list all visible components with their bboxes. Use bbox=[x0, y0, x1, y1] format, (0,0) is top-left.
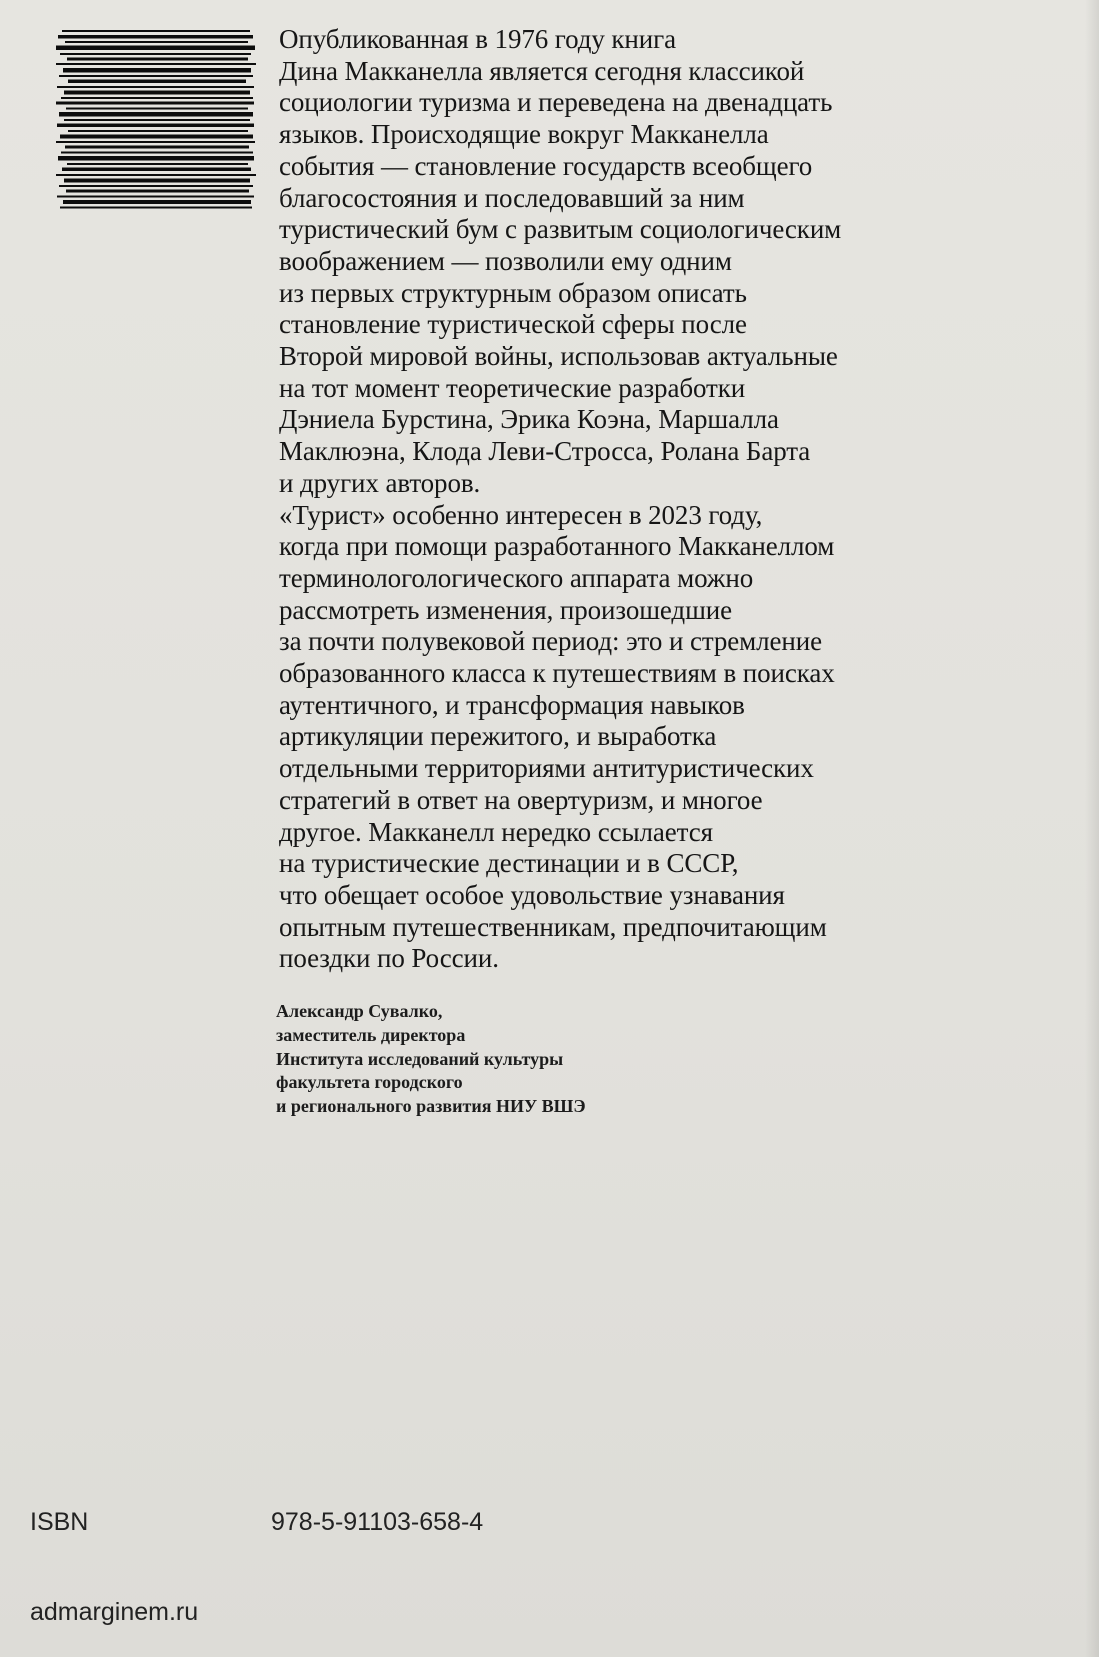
blurb-line: социологии туризма и переведена на двенадцать bbox=[279, 87, 833, 118]
blurb-line: когда при помощи разработанного Макканеллом bbox=[279, 531, 835, 562]
blurb-line: из первых структурным образом описать bbox=[279, 277, 747, 308]
blurb-line: события — становление государств всеобщего bbox=[279, 150, 813, 181]
attribution-line: и регионального развития НИУ ВШЭ bbox=[276, 1096, 586, 1117]
cover-edge-shadow bbox=[1085, 0, 1099, 1657]
blurb-line: отдельными территориями антитуристических bbox=[279, 753, 814, 784]
attribution-name: Александр Сувалко, bbox=[276, 1001, 443, 1021]
publisher-website: admarginem.ru bbox=[30, 1598, 199, 1626]
blurb-line: опытным путешественникам, предпочитающим bbox=[279, 911, 827, 942]
barcode-svg bbox=[56, 30, 257, 210]
isbn-label: ISBN bbox=[30, 1508, 89, 1536]
author-attribution bbox=[276, 1000, 796, 1119]
blurb-line: Маклюэна, Клода Леви-Стросса, Ролана Барта bbox=[279, 436, 811, 467]
isbn-number: 978-5-91103-658-4 bbox=[271, 1508, 484, 1536]
blurb-line: Дэниела Бурстина, Эрика Коэна, Маршалла bbox=[279, 404, 779, 435]
blurb-line: и других авторов. bbox=[279, 467, 481, 498]
attribution-line: заместитель директора bbox=[276, 1024, 466, 1045]
blurb-line: на туристические дестинации и в СССР, bbox=[279, 848, 739, 879]
blurb-line: благосостояния и последовавший за ним bbox=[279, 182, 745, 213]
blurb-line: образованного класса к путешествиям в поисках bbox=[279, 658, 835, 689]
blurb-line: туристический бум с развитым социологическим bbox=[279, 214, 842, 245]
blurb-line: Опубликованная в 1976 году книга bbox=[279, 24, 676, 54]
blurb-line: стратегий в ответ на овертуризм, и многое bbox=[279, 784, 763, 815]
blurb-line: «Турист» особенно интересен в 2023 году, bbox=[279, 499, 763, 530]
attribution-line: Института исследований культуры bbox=[276, 1048, 564, 1069]
blurb-line: становление туристической сферы после bbox=[279, 309, 747, 340]
attribution-line: факультета городского bbox=[276, 1072, 463, 1093]
blurb-line: Второй мировой войны, использовав актуальные bbox=[279, 341, 838, 372]
barcode-graphic bbox=[56, 30, 257, 210]
blurb-line: за почти полувековой период: это и стремление bbox=[279, 626, 822, 657]
blurb-line: воображением — позволили ему одним bbox=[279, 245, 732, 276]
barcode-bars bbox=[56, 30, 256, 209]
blurb-line: терминологологического аппарата можно bbox=[279, 562, 754, 593]
blurb-line: поездки по России. bbox=[279, 943, 499, 974]
blurb-line: на тот момент теоретические разработки bbox=[279, 372, 746, 403]
blurb-text bbox=[279, 24, 969, 975]
blurb-line: рассмотреть изменения, произошедшие bbox=[279, 594, 732, 625]
blurb-line: языков. Происходящие вокруг Макканелла bbox=[279, 119, 769, 150]
blurb-line: что обещает особое удовольствие узнавания bbox=[279, 879, 785, 910]
blurb-line: Дина Макканелла является сегодня классикой bbox=[279, 55, 805, 86]
blurb-line: артикуляции пережитого, и выработка bbox=[279, 721, 717, 752]
blurb-line: аутентичного, и трансформация навыков bbox=[279, 689, 745, 720]
blurb-line: другое. Макканелл нередко ссылается bbox=[279, 816, 713, 847]
